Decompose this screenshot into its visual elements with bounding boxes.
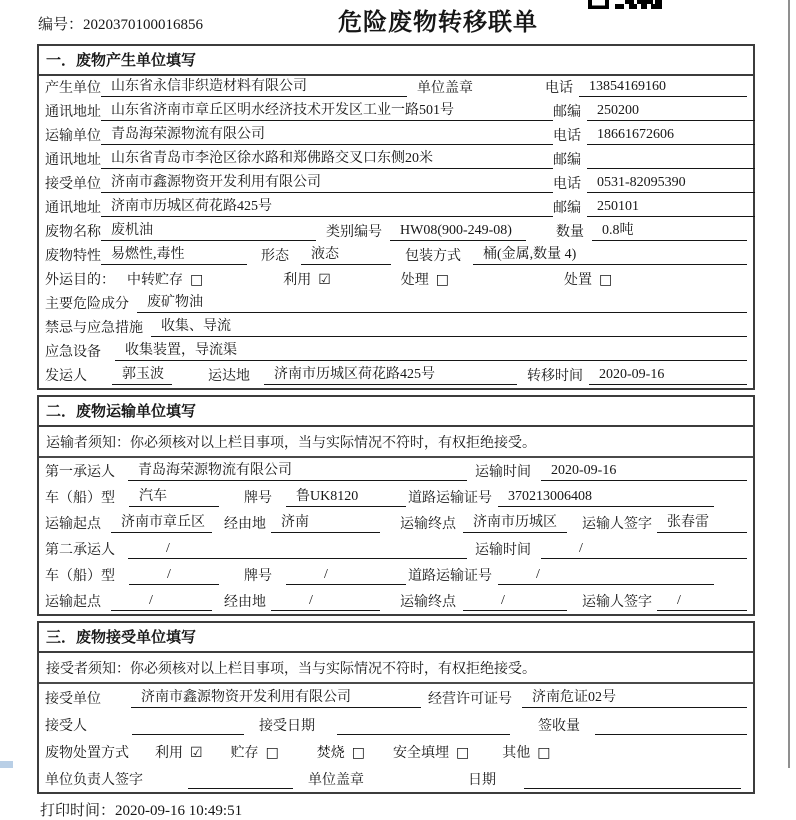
route2-row — [39, 588, 753, 614]
receiver-notice: 接受者须知：你必须核对以上栏目事项，当与实际情况不符时，有权拒绝接受。 — [39, 653, 753, 684]
corner-artifact — [0, 761, 13, 768]
waste-name-value: 废机油 — [101, 222, 316, 241]
transporter-zip-label: 邮编 — [553, 153, 581, 168]
origin1-label: 运输起点 — [45, 517, 101, 532]
road-permit1-value: 370213006408 — [498, 488, 714, 507]
carrier1-row — [39, 458, 753, 484]
carrier2-value: / — [128, 540, 467, 559]
waste-property-row — [39, 244, 753, 268]
receiver-unit-label: 接受单位 — [45, 177, 101, 192]
emergency-measures-row — [39, 316, 753, 340]
transfer-purpose-row — [39, 268, 753, 292]
transporter-notice: 运输者须知：你必须核对以上栏目事项，当与实际情况不符时，有权拒绝接受。 — [39, 427, 753, 458]
disposal-option-other: 其他 □ — [502, 745, 551, 761]
waste-property-label: 废物特性 — [45, 249, 101, 264]
transporter-unit-value: 青岛海荣源物流有限公司 — [101, 126, 553, 145]
received-quantity-value — [595, 733, 747, 735]
receiver-zip-value: 250101 — [587, 198, 755, 217]
via1-label: 经由地 — [224, 517, 266, 532]
destination-label: 运达地 — [208, 369, 250, 384]
accept-unit-row — [39, 684, 753, 711]
waste-category-label: 类别编号 — [326, 225, 382, 240]
destination-value: 济南市历城区荷花路425号 — [264, 366, 517, 385]
checkbox-icon: □ — [351, 745, 366, 761]
disposal-option-utilize: 利用 ☑ — [155, 745, 203, 761]
origin1-value: 济南市章丘区 — [111, 514, 212, 533]
carrier2-row — [39, 536, 753, 562]
signature2-value: / — [657, 592, 747, 611]
via1-value: 济南 — [271, 514, 380, 533]
waste-quantity-value: 0.8吨 — [592, 222, 747, 241]
emergency-measures-label: 禁忌与应急措施 — [45, 321, 143, 336]
origin2-label: 运输起点 — [45, 595, 101, 610]
waste-property-value: 易燃性,毒性 — [101, 246, 247, 265]
producer-zip-value: 250200 — [587, 102, 755, 121]
producer-zip-label: 邮编 — [553, 105, 581, 120]
plate-number2-label: 牌号 — [244, 569, 272, 584]
consignor-value: 郭玉波 — [112, 366, 172, 385]
transporter-phone-value: 18661672606 — [587, 126, 755, 145]
receiver-phone-value: 0531-82095390 — [587, 174, 755, 193]
seal-date-label: 日期 — [468, 773, 496, 788]
consignor-label: 发运人 — [45, 369, 87, 384]
transport-date1-value: 2020-09-16 — [541, 462, 747, 481]
transport-date1-label: 运输时间 — [475, 465, 531, 480]
section-receiver — [37, 621, 755, 794]
serial-label: 编号： — [38, 17, 84, 33]
accept-date-label: 接受日期 — [259, 719, 315, 734]
waste-form-label: 形态 — [261, 249, 289, 264]
emergency-equipment-label: 应急设备 — [45, 345, 101, 360]
disposal-option-incinerate: 焚烧 □ — [316, 745, 366, 761]
print-time-value: 2020-09-16 10:49:51 — [115, 803, 243, 819]
plate-number2-value: / — [286, 566, 406, 585]
vehicle-type1-label: 车（船）型 — [45, 491, 115, 506]
main-hazard-row — [39, 292, 753, 316]
license-number-label: 经营许可证号 — [428, 692, 512, 707]
print-time-line — [40, 799, 796, 820]
disposal-method-row — [39, 738, 753, 765]
unit-seal2-label: 单位盖章 — [308, 773, 364, 788]
receiver-address-label: 通讯地址 — [45, 201, 101, 216]
carrier2-label: 第二承运人 — [45, 543, 115, 558]
checkbox-icon: □ — [265, 745, 279, 761]
receiver-unit-value: 济南市鑫源物资开发利用有限公司 — [101, 174, 553, 193]
packing-method-label: 包装方式 — [405, 249, 461, 264]
transporter-address-value: 山东省青岛市李沧区徐水路和郑佛路交叉口东侧20米 — [101, 150, 553, 169]
transporter-unit-label: 运输单位 — [45, 129, 101, 144]
carrier1-label: 第一承运人 — [45, 465, 115, 480]
waste-name-label: 废物名称 — [45, 225, 101, 240]
producer-phone-label: 电话 — [545, 81, 573, 96]
vehicle-type2-label: 车（船）型 — [45, 569, 115, 584]
print-time-label: 打印时间： — [40, 803, 116, 819]
via2-label: 经由地 — [224, 595, 266, 610]
road-permit2-value: / — [498, 566, 714, 585]
accept-unit-value: 济南市鑫源物资开发利用有限公司 — [131, 689, 421, 708]
carrier1-value: 青岛海荣源物流有限公司 — [128, 462, 467, 481]
via2-value: / — [271, 592, 380, 611]
receiver-phone-label: 电话 — [553, 177, 581, 192]
page-edge-line — [788, 0, 790, 768]
producer-address-value: 山东省济南市章丘区明水经济技术开发区工业一路501号 — [101, 102, 553, 121]
purpose-option-treat: 处理 □ — [400, 272, 450, 288]
responsible-signature-row — [39, 765, 753, 792]
signature2-label: 运输人签字 — [582, 595, 652, 610]
responsible-signature-label: 单位负责人签字 — [45, 773, 143, 788]
vehicle1-row — [39, 484, 753, 510]
terminal1-value: 济南市历城区 — [463, 514, 567, 533]
disposal-option-storage: 贮存 □ — [230, 745, 279, 761]
responsible-signature-value — [188, 787, 293, 789]
transporter-unit-row — [39, 124, 753, 148]
producer-phone-value: 13854169160 — [579, 78, 747, 97]
terminal1-label: 运输终点 — [400, 517, 456, 532]
checkbox-checked-icon: ☑ — [190, 745, 203, 761]
producer-address-row — [39, 100, 753, 124]
document-header — [0, 0, 796, 44]
disposal-option-landfill: 安全填埋 □ — [393, 745, 470, 761]
packing-method-value: 桶(金属,数量 4) — [473, 246, 747, 265]
received-quantity-label: 签收量 — [538, 719, 580, 734]
plate-number1-label: 牌号 — [244, 491, 272, 506]
emergency-measures-value: 收集、导流 — [151, 318, 747, 337]
transporter-zip-value — [587, 167, 755, 169]
serial-value: 2020370100016856 — [83, 17, 204, 33]
transport-date2-label: 运输时间 — [475, 543, 531, 558]
section-producer — [37, 44, 755, 390]
emergency-equipment-row — [39, 340, 753, 364]
accept-date-value — [337, 733, 510, 735]
origin2-value: / — [111, 592, 212, 611]
section-producer-header: 一．废物产生单位填写 — [39, 46, 753, 76]
qr-code-fragment — [588, 0, 662, 9]
receiver-address-row — [39, 196, 753, 220]
vehicle-type1-value: 汽车 — [129, 488, 219, 507]
disposal-method-label: 废物处置方式 — [45, 746, 129, 761]
section-transporter-header: 二．废物运输单位填写 — [39, 397, 753, 427]
vehicle2-row — [39, 562, 753, 588]
signature1-value: 张春雷 — [657, 514, 747, 533]
receiver-zip-label: 邮编 — [553, 201, 581, 216]
seal-date-value — [524, 787, 741, 789]
producer-unit-row — [39, 76, 753, 100]
transfer-date-label: 转移时间 — [527, 369, 583, 384]
receiver-unit-row — [39, 172, 753, 196]
waste-form-value: 液态 — [301, 246, 391, 265]
checkbox-icon: □ — [190, 272, 204, 288]
main-hazard-value: 废矿物油 — [137, 294, 747, 313]
receiver-address-value: 济南市历城区荷花路425号 — [101, 198, 553, 217]
producer-address-label: 通讯地址 — [45, 105, 101, 120]
consignor-row — [39, 364, 753, 388]
checkbox-checked-icon: ☑ — [318, 272, 331, 288]
producer-unit-label: 产生单位 — [45, 81, 101, 96]
transfer-date-value: 2020-09-16 — [589, 366, 747, 385]
route1-row — [39, 510, 753, 536]
terminal2-value: / — [463, 592, 567, 611]
transporter-phone-label: 电话 — [553, 129, 581, 144]
transfer-purpose-label: 外运目的： — [45, 273, 115, 288]
checkbox-icon: □ — [537, 745, 551, 761]
road-permit1-label: 道路运输证号 — [408, 491, 492, 506]
section-transporter — [37, 395, 755, 616]
transporter-address-row — [39, 148, 753, 172]
producer-unit-value: 山东省永信非织造材料有限公司 — [101, 78, 407, 97]
checkbox-icon: □ — [435, 272, 450, 288]
waste-category-value: HW08(900-249-08) — [390, 222, 526, 241]
transport-date2-value: / — [541, 540, 747, 559]
purpose-option-storage: 中转贮存 □ — [127, 272, 204, 288]
terminal2-label: 运输终点 — [400, 595, 456, 610]
accept-unit-label: 接受单位 — [45, 692, 101, 707]
main-hazard-label: 主要危险成分 — [45, 297, 129, 312]
checkbox-icon: □ — [456, 745, 470, 761]
waste-quantity-label: 数量 — [556, 225, 584, 240]
accept-person-value — [132, 733, 244, 735]
transporter-address-label: 通讯地址 — [45, 153, 101, 168]
purpose-option-dispose: 处置 □ — [564, 272, 613, 288]
license-number-value: 济南危证02号 — [522, 689, 747, 708]
road-permit2-label: 道路运输证号 — [408, 569, 492, 584]
section-receiver-header: 三．废物接受单位填写 — [39, 623, 753, 653]
vehicle-type2-value: / — [129, 566, 219, 585]
unit-seal-label: 单位盖章 — [417, 81, 473, 96]
accept-person-label: 接受人 — [45, 719, 87, 734]
plate-number1-value: 鲁UK8120 — [286, 488, 406, 507]
accept-person-row — [39, 711, 753, 738]
checkbox-icon: □ — [599, 272, 613, 288]
document-title: 危险废物转移联单 — [338, 9, 538, 36]
signature1-label: 运输人签字 — [582, 517, 652, 532]
emergency-equipment-value: 收集装置，导流渠 — [115, 342, 747, 361]
waste-name-row — [39, 220, 753, 244]
purpose-option-utilize: 利用 ☑ — [283, 272, 331, 288]
